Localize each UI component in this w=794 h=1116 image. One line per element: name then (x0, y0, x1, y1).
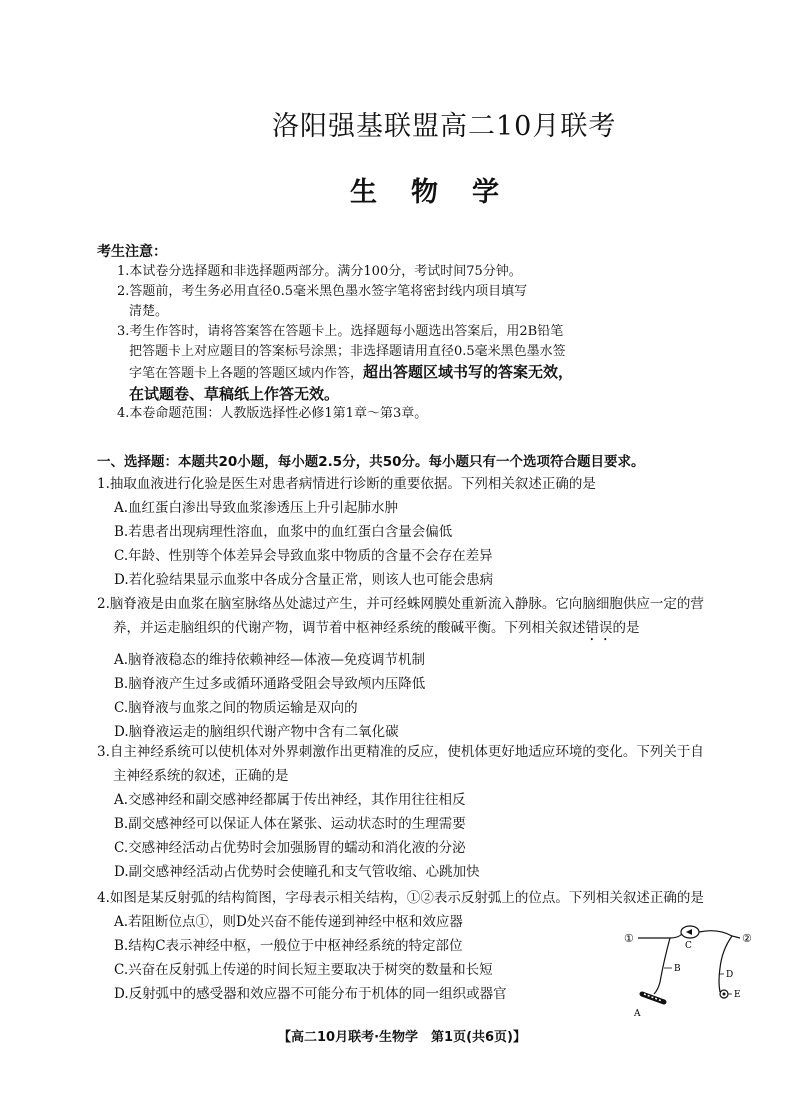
option-c: C.兴奋在反射弧上传递的时间长短主要取决于树突的数量和长短 (114, 962, 493, 978)
site-2-label: ② (742, 932, 752, 945)
question-stem: 4.如图是某反射弧的结构简图，字母表示相关结构，①②表示反射弧上的位点。下列相关叙述正确的是 (97, 890, 704, 906)
option-c: C.交感神经活动占优势时会加强肠胃的蠕动和消化液的分泌 (114, 840, 466, 856)
afferent-top-line (638, 934, 682, 938)
notice-item-3-line3 (97, 362, 737, 384)
notice-item-3-text: 字笔在答题卡上各题的答题区域内作答， (129, 366, 364, 381)
option-b: B.结构C表示神经中枢，一般位于中枢神经系统的特定部位 (114, 938, 463, 954)
notice-heading: 考生注意： (97, 244, 167, 260)
exam-title: 洛阳强基联盟高二10月联考 (272, 111, 617, 142)
efferent-nerve-d (719, 936, 732, 992)
notice-item-3: 3.考生作答时，请将答案答在答题卡上。选择题每小题选出答案后，用2B铅笔 (117, 324, 564, 339)
label-e: E (734, 990, 741, 1000)
notice-item-1: 1.本试卷分选择题和非选择题两部分。满分100分，考试时间75分钟。 (117, 264, 522, 279)
site-1-label: ① (624, 932, 634, 945)
notice-item-2-cont: 清楚。 (129, 304, 169, 319)
efferent-top-line (699, 931, 740, 938)
option-a: A.血红蛋白渗出导致血浆渗透压上升引起肺水肿 (114, 500, 399, 516)
question-stem: 3.自主神经系统可以使机体对外界刺激作出更精准的反应，使机体更好地适应环境的变化。下列关于自 (97, 744, 704, 760)
question-stem-cont: 主神经系统的叙述，正确的是 (113, 768, 289, 784)
option-a: A.脑脊液稳态的维持依赖神经—体液—免疫调节机制 (114, 652, 426, 668)
question-1 (97, 472, 747, 592)
option-c: C.年龄、性别等个体差异会导致血浆中物质的含量不会存在差异 (114, 548, 493, 564)
notice-item-3-line2: 把答题卡上对应题目的答案标号涂黑；非选择题请用直径0.5毫米黑色墨水签 (129, 344, 566, 359)
label-b: B (674, 964, 681, 974)
notice-warning-1: 超出答题区域书写的答案无效， (363, 363, 574, 381)
option-d: D.脑脊液运走的脑组织代谢产物中含有二氧化碳 (114, 724, 399, 740)
option-c: C.脑脊液与血浆之间的物质运输是双向的 (114, 700, 358, 716)
option-b: B.若患者出现病理性溶血，血浆中的血红蛋白含量会偏低 (114, 524, 453, 540)
option-b: B.脑脊液产生过多或循环通路受阻会导致颅内压降低 (114, 676, 426, 692)
label-a: A (634, 1009, 641, 1019)
option-d: D.副交感神经活动占优势时会使瞳孔和支气管收缩、心跳加快 (114, 864, 480, 880)
question-stem: 1.抽取血液进行化验是医生对患者病情进行诊断的重要依据。下列相关叙述正确的是 (97, 476, 596, 492)
exam-notice (97, 242, 737, 424)
question-stem-cont (97, 616, 747, 644)
question-3 (97, 740, 747, 884)
center-c-synapse (686, 929, 692, 935)
option-d: D.反射弧中的感受器和效应器不可能分布于机体的同一组织或器官 (114, 986, 507, 1002)
stem-text-end: 的是 (612, 620, 640, 636)
stem-emphasis: 错误 (585, 620, 613, 636)
option-a: A.若阻断位点①，则D处兴奋不能传递到神经中枢和效应器 (114, 914, 463, 930)
question-stem: 2.脑脊液是由血浆在脑室脉络丛处滤过产生，并可经蛛网膜处重新流入静脉。它向脑细胞供应一定的营 (97, 596, 704, 612)
option-d: D.若化验结果显示血浆中各成分含量正常，则该人也可能会患病 (114, 572, 494, 588)
option-a: A.交感神经和副交感神经都属于传出神经，其作用往往相反 (114, 792, 466, 808)
question-2 (97, 592, 747, 744)
stem-text: 养，并运走脑组织的代谢产物，调节着中枢神经系统的酸碱平衡。下列相关叙述 (113, 620, 586, 636)
effector-e-dot (723, 993, 726, 996)
option-b: B.副交感神经可以保证人体在紧张、运动状态时的生理需要 (114, 816, 466, 832)
label-d: D (726, 970, 734, 980)
subject-title: 生物学 (350, 177, 533, 208)
reflex-arc-diagram (620, 920, 770, 1020)
notice-item-4: 4.本卷命题范围：人教版选择性必修1第1章～第3章。 (117, 406, 428, 421)
section-heading: 一、选择题：本题共20小题，每小题2.5分，共50分。每小题只有一个选项符合题目要求。 (97, 454, 645, 470)
afferent-nerve-b (654, 938, 670, 994)
notice-item-2: 2.答题前，考生务必用直径0.5毫米黑色墨水签字笔将密封线内项目填写 (117, 284, 528, 299)
notice-warning-2: 在试题卷、草稿纸上作答无效。 (129, 385, 340, 403)
label-c: C (685, 941, 692, 951)
page-footer: 【高二10月联考·生物学 第1页(共6页)】 (278, 1030, 527, 1045)
